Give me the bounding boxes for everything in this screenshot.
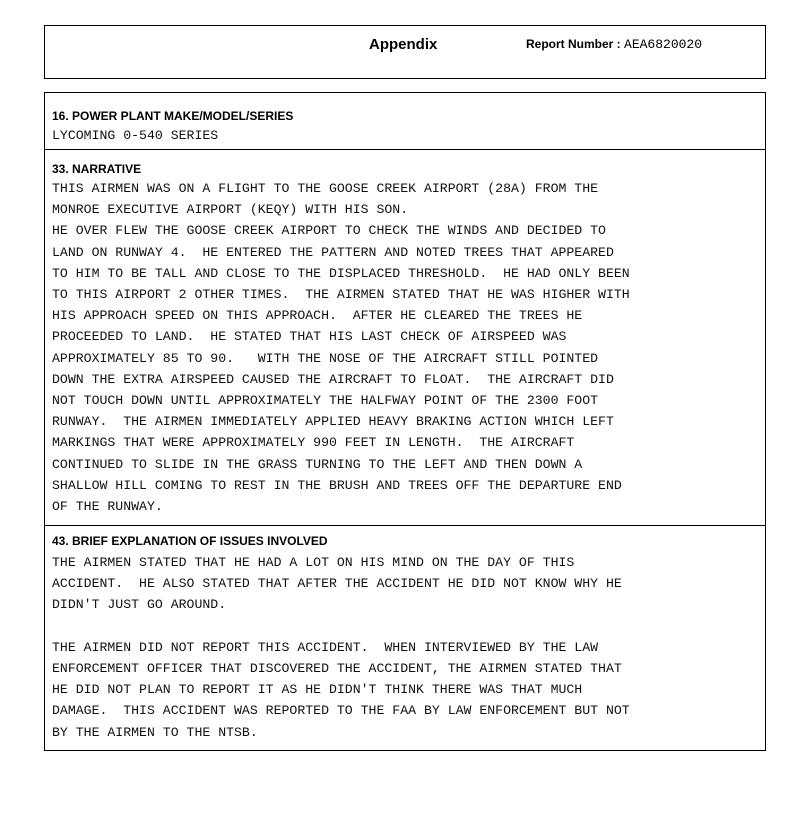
report-number (526, 35, 702, 53)
power-plant-section (45, 93, 765, 150)
narrative-text: THIS AIRMEN WAS ON A FLIGHT TO THE GOOSE CREEK AIRPORT (28A) FROM THE MONROE EXECUTIVE AIRPORT (KEQY) WITH HIS SON. HE OVER FLEW THE GOOSE CREEK AIRPORT TO CHECK THE WINDS AND DECIDED TO LAND ON RUNWAY 4. HE ENTERED THE PATTERN AND NOTED TREES THAT APPEARED TO HIM TO BE TALL AND CLOSE TO THE DISPLACED THRESHOLD. HE HAD ONLY BEEN TO THIS AIRPORT 2 OTHER TIMES. THE AIRMEN STATED THAT HE WAS HIGHER WITH HIS APPROACH SPEED ON THIS APPROACH. AFTER HE CLEARED THE TREES HE PROCEEDED TO LAND. HE STATED THAT HIS LAST CHECK OF AIRSPEED WAS APPROXIMATELY 85 TO 90. WITH THE NOSE OF THE AIRCRAFT STILL POINTED DOWN THE EXTRA AIRSPEED CAUSED THE AIRCRAFT TO FLOAT. THE AIRCRAFT DID NOT TOUCH DOWN UNTIL APPROXIMATELY THE HALFWAY POINT OF THE 2300 FOOT RUNWAY. THE AIRMEN IMMEDIATELY APPLIED HEAVY BRAKING ACTION WHICH LEFT MARKINGS THAT WERE APPROXIMATELY 990 FEET IN LENGTH. THE AIRCRAFT CONTINUED TO SLIDE IN THE GRASS TURNING TO THE LEFT AND THEN DOWN A SHALLOW HILL COMING TO REST IN THE BRUSH AND TREES OFF THE DEPARTURE END OF THE RUNWAY. (52, 181, 630, 515)
issues-text: THE AIRMEN STATED THAT HE HAD A LOT ON HIS MIND ON THE DAY OF THIS ACCIDENT. HE ALSO STATED THAT AFTER THE ACCIDENT HE DID NOT KNOW WHY HE DIDN'T JUST GO AROUND. THE AIRMEN DID NOT REPORT THIS ACCIDENT. WHEN INTERVIEWED BY THE LAW ENFORCEMENT OFFICER THAT DISCOVERED THE ACCIDENT, THE AIRMEN STATED THAT HE DID NOT PLAN TO REPORT IT AS HE DIDN'T THINK THERE WAS THAT MUCH DAMAGE. THIS ACCIDENT WAS REPORTED TO THE FAA BY LAW ENFORCEMENT BUT NOT BY THE AIRMEN TO THE NTSB. (52, 555, 630, 740)
header-box (44, 25, 766, 79)
issues-heading: 43. BRIEF EXPLANATION OF ISSUES INVOLVED (52, 534, 328, 548)
narrative-heading: 33. NARRATIVE (52, 162, 142, 176)
power-plant-text: LYCOMING 0-540 SERIES (52, 128, 219, 143)
narrative-section (45, 149, 765, 526)
issues-section (45, 525, 765, 750)
page-title: Appendix (369, 36, 438, 53)
report-number-value: AEA6820020 (624, 37, 703, 52)
report-number-label: Report Number : (526, 37, 625, 51)
report-form (44, 92, 766, 751)
power-plant-heading: 16. POWER PLANT MAKE/MODEL/SERIES (52, 109, 294, 123)
